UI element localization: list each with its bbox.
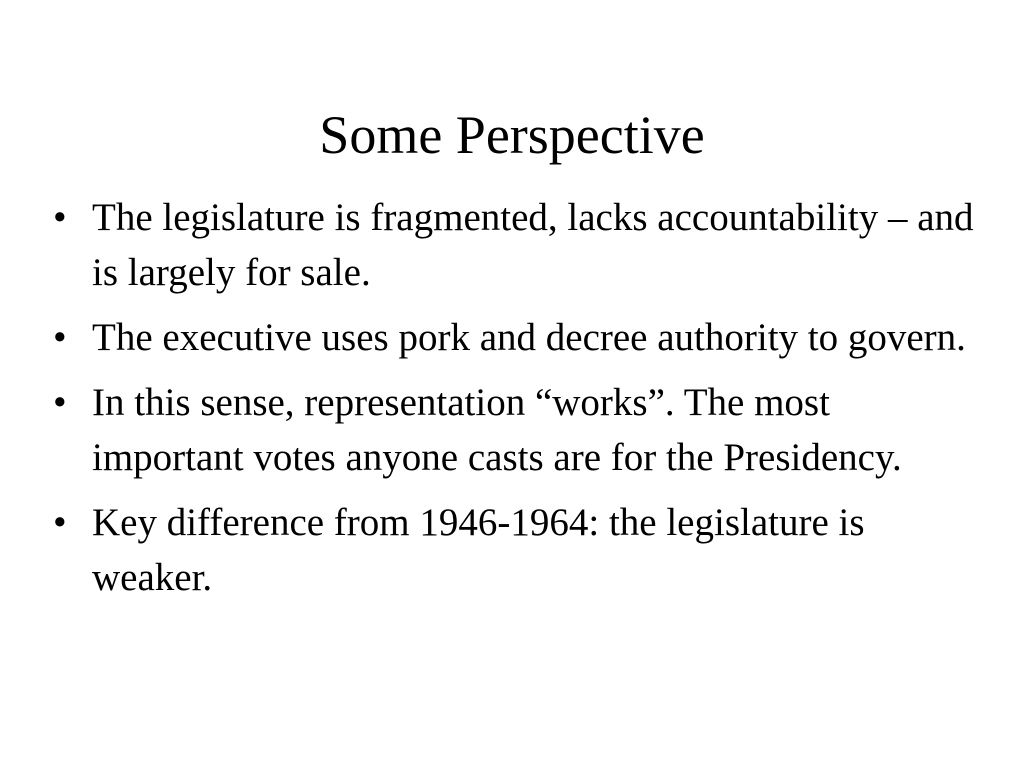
list-item [53,190,983,300]
bullet-icon: • [53,196,67,239]
bullet-text: The executive uses pork and decree authority to govern. [92,316,966,359]
bullet-icon: • [53,316,67,359]
list-item [53,375,983,485]
bullet-text: Key difference from 1946-1964: the legislature is weaker. [92,501,865,599]
list-item [53,495,983,605]
bullet-list [53,190,983,615]
bullet-text: The legislature is fragmented, lacks accountability – and is largely for sale. [92,196,974,294]
bullet-text: In this sense, representation “works”. The most important votes anyone casts are for the Presidency. [92,381,902,479]
slide-title: Some Perspective [319,105,705,165]
bullet-icon: • [53,381,67,424]
list-item [53,310,983,365]
bullet-icon: • [53,501,67,544]
